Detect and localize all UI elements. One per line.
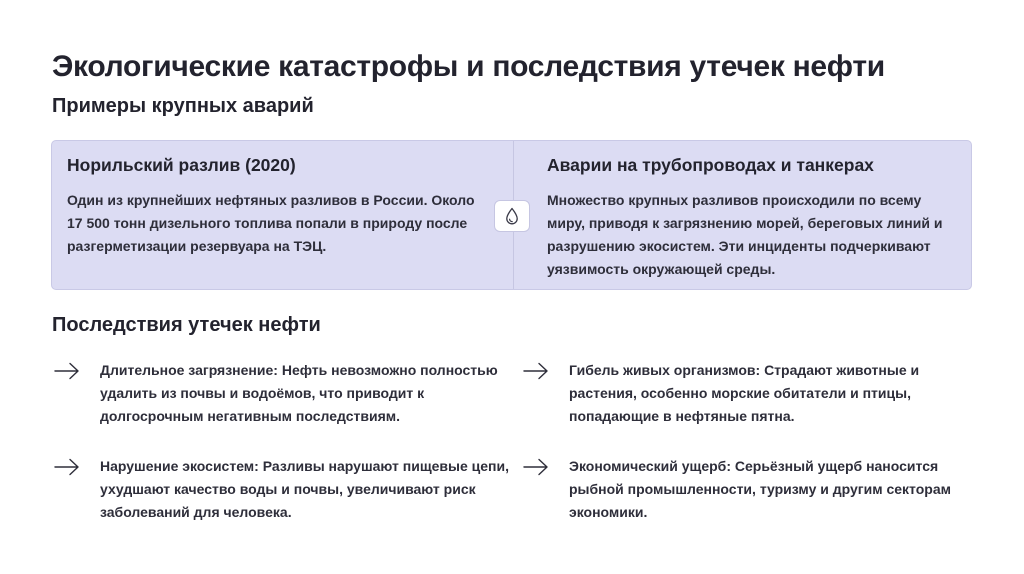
arrow-right-icon — [523, 362, 549, 380]
card-title: Норильский разлив (2020) — [67, 155, 296, 175]
list-item-text: Экономический ущерб: Серьёзный ущерб наносится рыбной промышленности, туризму и другим секторам экономики. — [569, 458, 951, 520]
list-item-text: Длительное загрязнение: Нефть невозможно полностью удалить из почвы и водоёмов, что приводит к долгосрочным негативным последствиям. — [100, 362, 498, 424]
list-item-text: Гибель живых организмов: Страдают животные и растения, особенно морские обитатели и птицы, попадающие в нефтяные пятна. — [569, 362, 920, 424]
card-norilsk — [67, 155, 487, 258]
card-text: Один из крупнейших нефтяных разливов в России. Около 17 500 тонн дизельного топлива попали в природу после разгерметизации резервуара на ТЭЦ. — [67, 192, 475, 254]
page-subtitle: Примеры крупных аварий — [52, 95, 314, 117]
card-pipelines — [547, 155, 962, 281]
arrow-right-icon — [523, 458, 549, 476]
card-text: Множество крупных разливов происходили по всему миру, приводя к загрязнению морей, береговых линий и разрушению экосистем. Эти инциденты подчеркивают уязвимость окружающей среды. — [547, 192, 943, 277]
consequences-title: Последствия утечек нефти — [52, 314, 321, 336]
card-title: Аварии на трубопроводах и танкерах — [547, 155, 874, 175]
arrow-right-icon — [54, 458, 80, 476]
oil-drop-icon — [494, 200, 530, 232]
arrow-right-icon — [54, 362, 80, 380]
examples-panel — [51, 140, 972, 290]
page-title: Экологические катастрофы и последствия утечек нефти — [52, 50, 885, 83]
list-item-text: Нарушение экосистем: Разливы нарушают пищевые цепи, ухудшают качество воды и почвы, увеличивают риск заболеваний для человека. — [100, 458, 509, 520]
